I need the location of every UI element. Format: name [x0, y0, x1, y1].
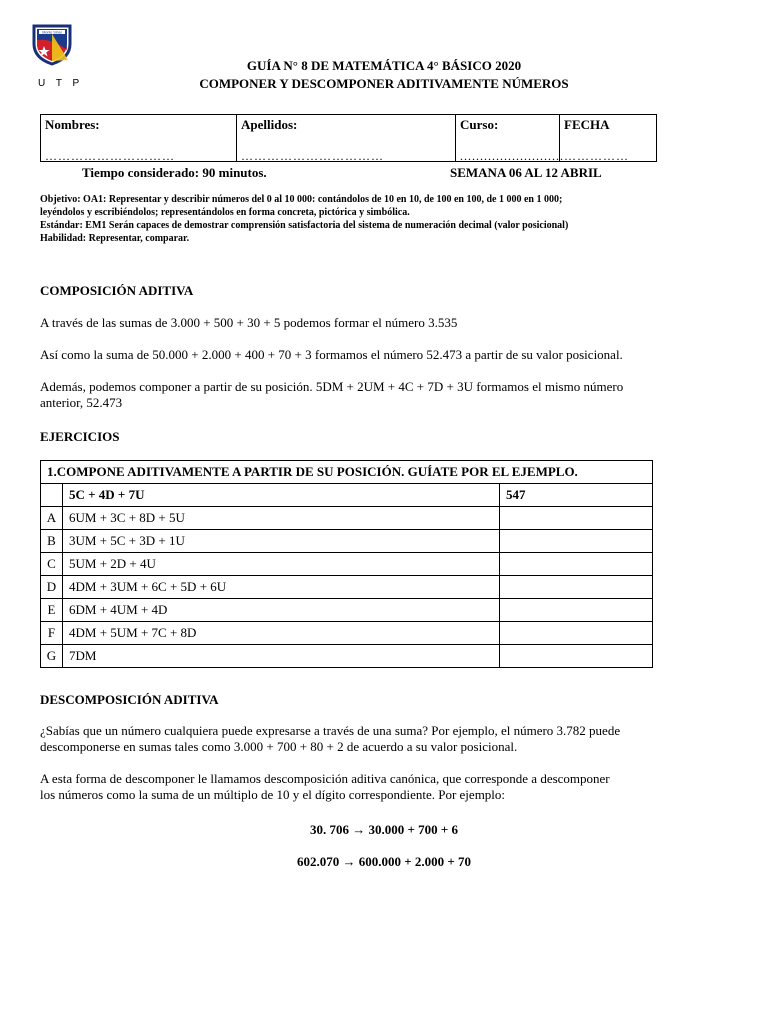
nombres-field[interactable]	[41, 115, 237, 161]
estandar-line: Estándar: EM1 Serán capaces de demostrar comprensión satisfactoria del sistema de numeración decimal (valor posicional)	[40, 220, 569, 231]
apellidos-field[interactable]	[237, 115, 456, 161]
row-letter: G	[41, 645, 63, 668]
habilidad-line: Habilidad: Representar, comparar.	[40, 233, 190, 244]
row-letter: D	[41, 576, 63, 599]
student-info-box	[40, 114, 657, 162]
composicion-paragraph-1: A través de las sumas de 3.000 + 500 + 30 + 5 podemos formar el número 3.535	[40, 315, 458, 330]
row-expression: 5UM + 2D + 4U	[63, 553, 500, 576]
descomposicion-paragraph-1-line: descomponerse en sumas tales como 3.000 + 700 + 80 + 2 de acuerdo a su valor posicional.	[40, 739, 518, 754]
answer-cell[interactable]	[500, 507, 653, 530]
apellidos-dots: ……………………………	[241, 149, 384, 163]
row-expression: 4DM + 5UM + 7C + 8D	[63, 622, 500, 645]
curso-dots: ..........................	[460, 149, 564, 163]
answer-cell[interactable]	[500, 576, 653, 599]
example-answer: 547	[500, 484, 653, 507]
row-letter: A	[41, 507, 63, 530]
row-letter: E	[41, 599, 63, 622]
row-expression: 3UM + 5C + 3D + 1U	[63, 530, 500, 553]
ejercicios-heading: EJERCICIOS	[40, 429, 120, 444]
descomposicion-paragraph-2	[40, 771, 680, 803]
fecha-label: FECHA	[564, 117, 610, 132]
answer-cell[interactable]	[500, 530, 653, 553]
answer-cell[interactable]	[500, 645, 653, 668]
fecha-field[interactable]	[560, 115, 656, 161]
descomposicion-example-1: 30. 706 → 30.000 + 700 + 6	[309, 822, 459, 837]
tiempo-text: Tiempo considerado: 90 minutos.	[82, 165, 267, 180]
descomposicion-paragraph-2-line: los números como la suma de un múltiplo de 10 y el dígito correspondiente. Por ejemplo:	[40, 787, 506, 802]
answer-cell[interactable]	[500, 622, 653, 645]
table-row	[41, 622, 653, 645]
row-expression: 6DM + 4UM + 4D	[63, 599, 500, 622]
curso-label: Curso:	[460, 117, 499, 132]
descomposicion-heading: DESCOMPOSICIÓN ADITIVA	[40, 692, 219, 707]
objetivo-line: leyéndolos y escribiéndolos; representándolos en forma concreta, pictórica y simbólica.	[40, 207, 410, 218]
table-row	[41, 599, 653, 622]
composicion-paragraph-3-line: Además, podemos componer a partir de su posición. 5DM + 2UM + 4C + 7D + 3U formamos el mismo número	[40, 379, 624, 394]
page-title: GUÍA N° 8 DE MATEMÁTICA 4° BÁSICO 2020	[246, 58, 522, 73]
example-expression: 5C + 4D + 7U	[63, 484, 500, 507]
table-cell-letter	[41, 484, 63, 507]
row-expression: 6UM + 3C + 8D + 5U	[63, 507, 500, 530]
row-expression: 7DM	[63, 645, 500, 668]
exercise-table	[40, 460, 653, 668]
row-expression: 4DM + 3UM + 6C + 5D + 6U	[63, 576, 500, 599]
answer-cell[interactable]	[500, 553, 653, 576]
table-row	[41, 576, 653, 599]
objetivo-line: Objetivo: OA1: Representar y describir números del 0 al 10 000: contándolos de 10 en 10, de 100 en 100, de 1 000 en 1 000;	[40, 194, 563, 205]
svg-text:Monte Sinaí: Monte Sinaí	[42, 30, 62, 35]
answer-cell[interactable]	[500, 599, 653, 622]
fecha-dots: ……………	[564, 149, 629, 163]
row-letter: C	[41, 553, 63, 576]
nombres-dots: …………………………	[45, 149, 175, 163]
exercise-title: 1.COMPONE ADITIVAMENTE A PARTIR DE SU POSICIÓN. GUÍATE POR EL EJEMPLO.	[41, 461, 653, 484]
table-row	[41, 645, 653, 668]
page-subtitle: COMPONER Y DESCOMPONER ADITIVAMENTE NÚMEROS	[199, 76, 569, 91]
row-letter: F	[41, 622, 63, 645]
composicion-paragraph-2: Así como la suma de 50.000 + 2.000 + 400 + 70 + 3 formamos el número 52.473 a partir de su valor posicional.	[40, 347, 623, 362]
semana-text: SEMANA 06 AL 12 ABRIL	[450, 165, 602, 180]
utp-label: U T P	[38, 78, 84, 89]
composicion-paragraph-3	[40, 379, 680, 411]
table-row	[41, 507, 653, 530]
table-row	[41, 530, 653, 553]
descomposicion-example-2: 602.070 → 600.000 + 2.000 + 70	[296, 854, 472, 869]
composicion-paragraph-3-line: anterior, 52.473	[40, 395, 123, 410]
descomposicion-paragraph-2-line: A esta forma de descomponer le llamamos descomposición aditiva canónica, que corresponde a descomponer	[40, 771, 610, 786]
descomposicion-paragraph-1-line: ¿Sabías que un número cualquiera puede expresarse a través de una suma? Por ejemplo, el número 3.782 puede	[40, 723, 621, 738]
descomposicion-paragraph-1	[40, 723, 680, 755]
objetivo-block	[40, 193, 660, 245]
nombres-label: Nombres:	[45, 117, 100, 132]
curso-field[interactable]	[456, 115, 564, 163]
composicion-heading: COMPOSICIÓN ADITIVA	[40, 283, 194, 298]
row-letter: B	[41, 530, 63, 553]
apellidos-label: Apellidos:	[241, 117, 298, 132]
table-row	[41, 553, 653, 576]
